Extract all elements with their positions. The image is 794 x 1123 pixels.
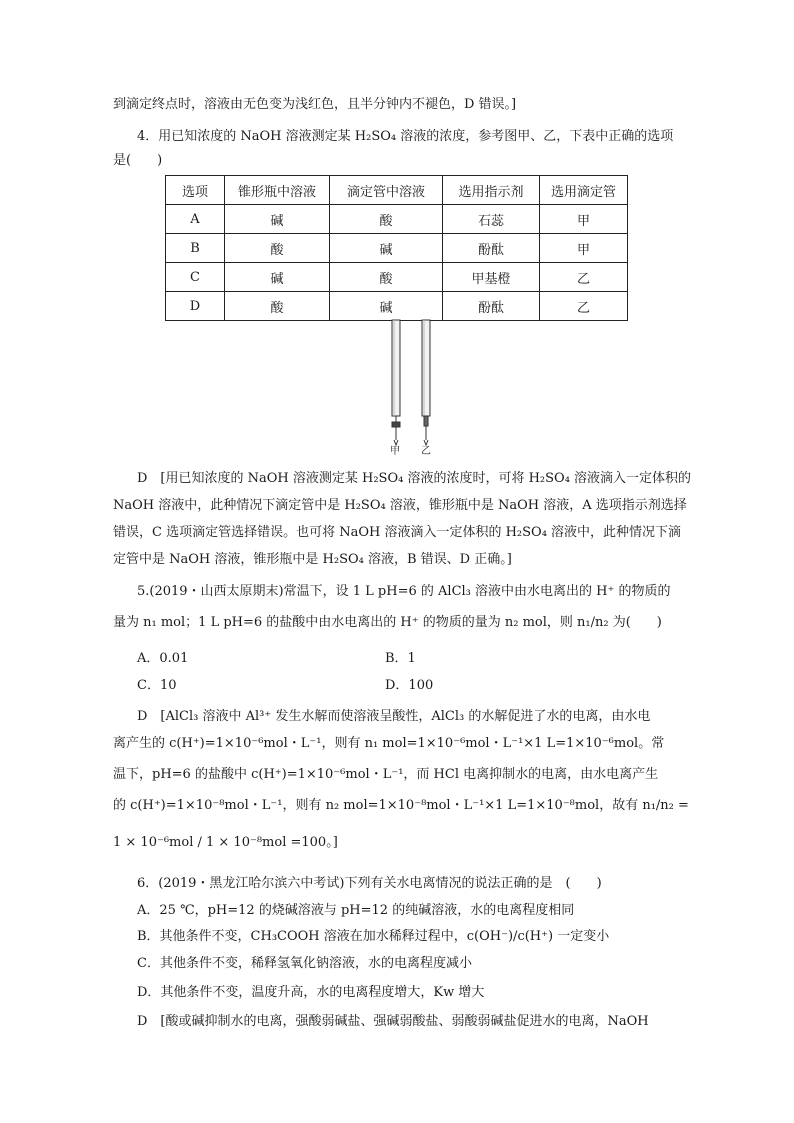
answer-5-line-3: 温下，pH=6 的盐酸中 c(H⁺)=1×10⁻⁶mol・L⁻¹，而 HCl 电离抑制水的电离，由水电离产生 bbox=[113, 767, 659, 782]
q6-option-b: B．其他条件不变，CH₃COOH 溶液在加水稀释过程中，c(OH⁻)/c(H⁺) 一定变小 bbox=[137, 929, 610, 944]
table-row bbox=[166, 205, 628, 234]
table-cell: 碱 bbox=[330, 234, 443, 263]
answer-4-line-2: NaOH 溶液中，此种情况下滴定管中是 H₂SO₄ 溶液，锥形瓶中是 NaOH 溶液，A 选项指示剂选择 bbox=[113, 498, 687, 513]
answer-5-line-4: 的 c(H⁺)=1×10⁻⁸mol・L⁻¹，则有 n₂ mol=1×10⁻⁸mol・L⁻¹×1 L=1×10⁻⁸mol，故有 n₁/n₂ = bbox=[113, 798, 689, 813]
q5-option-b: B．1 bbox=[385, 651, 416, 666]
answer-6-line-1: D [酸或碱抑制水的电离，强酸弱碱盐、强碱弱酸盐、弱酸弱碱盐促进水的电离，NaOH bbox=[137, 1014, 649, 1029]
answer-5-line-5: 1 × 10⁻⁶mol / 1 × 10⁻⁸mol =100。] bbox=[113, 835, 338, 850]
table-header-cell: 选用指示剂 bbox=[443, 176, 540, 205]
q5-option-c: C．10 bbox=[137, 678, 177, 693]
burette-figure bbox=[380, 316, 450, 456]
table-cell: 碱 bbox=[225, 263, 330, 292]
table-cell: A bbox=[166, 205, 225, 234]
q6-option-a: A．25 ℃，pH=12 的烧碱溶液与 pH=12 的纯碱溶液，水的电离程度相同 bbox=[137, 903, 575, 918]
table-cell: 甲 bbox=[540, 205, 628, 234]
table-cell: 乙 bbox=[540, 292, 628, 321]
table-header-cell: 选项 bbox=[166, 176, 225, 205]
question-6: 6．(2019・黑龙江哈尔滨六中考试)下列有关水电离情况的说法正确的是 ( ) bbox=[137, 876, 602, 891]
table-row bbox=[166, 263, 628, 292]
q5-option-a: A．0.01 bbox=[137, 651, 189, 666]
question-4-line-2: 是( ) bbox=[113, 153, 163, 168]
q6-option-c: C．其他条件不变，稀释氢氧化钠溶液，水的电离程度减小 bbox=[137, 956, 472, 971]
table-header-cell: 滴定管中溶液 bbox=[330, 176, 443, 205]
table-cell: D bbox=[166, 292, 225, 321]
table-header-cell: 选用滴定管 bbox=[540, 176, 628, 205]
table-cell: 酚酞 bbox=[443, 234, 540, 263]
options-table bbox=[165, 175, 628, 321]
answer-5-line-1: D [AlCl₃ 溶液中 Al³⁺ 发生水解而使溶液呈酸性，AlCl₃ 的水解促进了水的电离，由水电 bbox=[137, 709, 651, 724]
table-cell: 酸 bbox=[225, 234, 330, 263]
q6-option-d: D．其他条件不变，温度升高，水的电离程度增大，Kw 增大 bbox=[137, 985, 485, 1000]
table-cell: 碱 bbox=[225, 205, 330, 234]
table-row bbox=[166, 234, 628, 263]
burette-jia bbox=[392, 320, 400, 445]
table-cell: 酸 bbox=[330, 263, 443, 292]
table-cell: 酚酞 bbox=[443, 292, 540, 321]
q5-option-d: D．100 bbox=[385, 678, 434, 693]
label-yi: 乙 bbox=[421, 446, 431, 456]
table-cell: 碱 bbox=[330, 292, 443, 321]
burette-yi bbox=[422, 320, 430, 445]
answer-4-line-1: D [用已知浓度的 NaOH 溶液测定某 H₂SO₄ 溶液的浓度时，可将 H₂SO₄ 溶液滴入一定体积的 bbox=[137, 471, 692, 486]
table-cell: 石蕊 bbox=[443, 205, 540, 234]
line-1: 到滴定终点时，溶液由无色变为浅红色，且半分钟内不褪色，D 错误。] bbox=[113, 97, 517, 112]
answer-4-line-3: 错误，C 选项滴定管选择错误。也可将 NaOH 溶液滴入一定体积的 H₂SO₄ 溶液中，此种情况下滴 bbox=[113, 525, 682, 540]
answer-4-line-4: 定管中是 NaOH 溶液，锥形瓶中是 H₂SO₄ 溶液，B 错误、D 正确。] bbox=[113, 552, 512, 567]
table-cell: 乙 bbox=[540, 263, 628, 292]
table-cell: C bbox=[166, 263, 225, 292]
table-cell: 甲基橙 bbox=[443, 263, 540, 292]
table-cell: 酸 bbox=[225, 292, 330, 321]
table-cell: 甲 bbox=[540, 234, 628, 263]
question-5-line-1: 5.(2019・山西太原期末)常温下，设 1 L pH=6 的 AlCl₃ 溶液中由水电离出的 H⁺ 的物质的 bbox=[137, 584, 671, 599]
table-cell: B bbox=[166, 234, 225, 263]
question-5-line-2: 量为 n₁ mol；1 L pH=6 的盐酸中由水电离出的 H⁺ 的物质的量为 n₂ mol，则 n₁/n₂ 为( ) bbox=[113, 615, 662, 630]
table-cell: 酸 bbox=[330, 205, 443, 234]
answer-5-line-2: 离产生的 c(H⁺)=1×10⁻⁶mol・L⁻¹，则有 n₁ mol=1×10⁻⁶mol・L⁻¹×1 L=1×10⁻⁶mol。常 bbox=[113, 736, 665, 751]
question-4-line-1: 4．用已知浓度的 NaOH 溶液测定某 H₂SO₄ 溶液的浓度，参考图甲、乙，下表中正确的选项 bbox=[137, 129, 674, 144]
table-header-row bbox=[166, 176, 628, 205]
table-header-cell: 锥形瓶中溶液 bbox=[225, 176, 330, 205]
label-jia: 甲 bbox=[390, 446, 400, 456]
